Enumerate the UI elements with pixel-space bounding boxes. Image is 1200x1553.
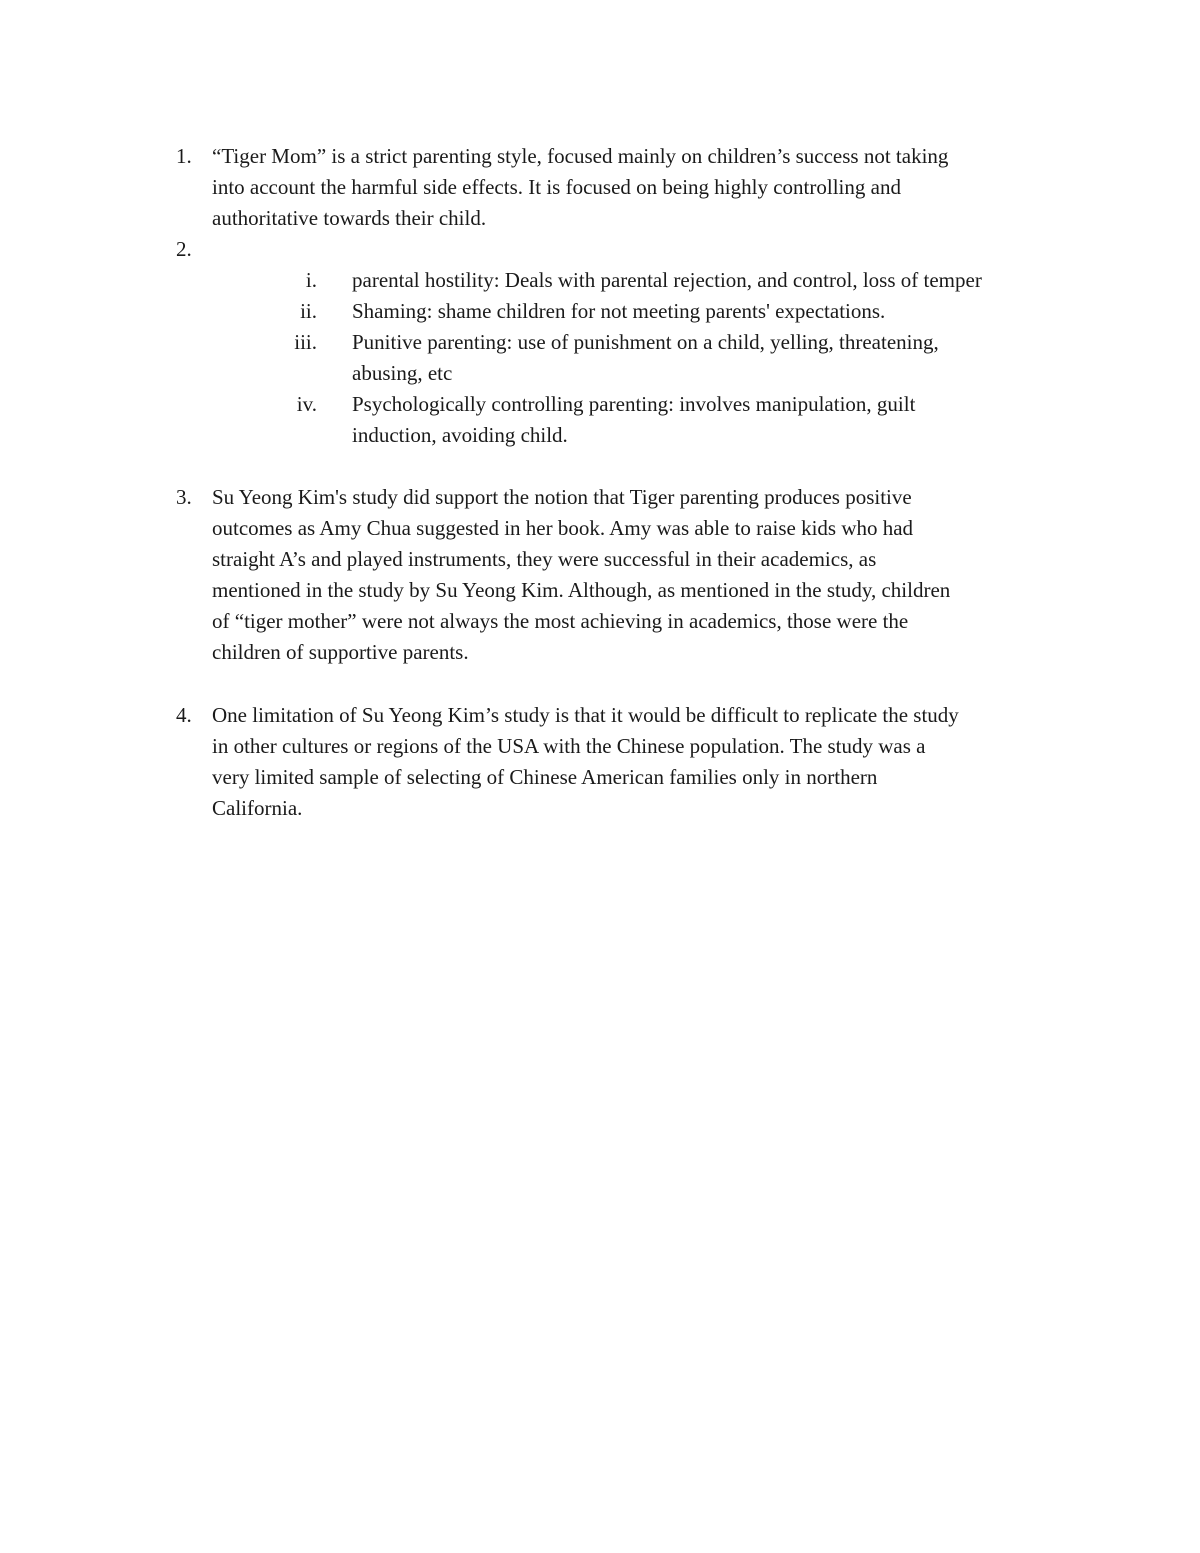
text-line: “Tiger Mom” is a strict parenting style, focused mainly on children’s success not taking — [212, 144, 949, 168]
text-line: very limited sample of selecting of Chinese American families only in northern — [212, 765, 878, 789]
text-line: of “tiger mother” were not always the most achieving in academics, those were the — [212, 609, 909, 633]
list-item-text — [212, 141, 1062, 234]
list-item-number: 2. — [176, 237, 192, 261]
list-item-text — [212, 700, 1062, 824]
sublist-item-number: iii. — [294, 330, 317, 354]
list-item-number: 3. — [176, 485, 192, 509]
sublist-item-text — [352, 296, 1072, 327]
text-line: straight A’s and played instruments, they were successful in their academics, as — [212, 547, 877, 571]
text-line: One limitation of Su Yeong Kim’s study is that it would be difficult to replicate the study — [212, 703, 959, 727]
text-line: authoritative towards their child. — [212, 206, 487, 230]
text-line: California. — [212, 796, 303, 820]
list-item-text — [212, 482, 1062, 668]
text-line: abusing, etc — [352, 361, 453, 385]
text-line: Shaming: shame children for not meeting parents' expectations. — [352, 299, 886, 323]
list-item-number: 1. — [176, 144, 192, 168]
sublist-item-text — [352, 265, 1072, 296]
list-item-number: 4. — [176, 703, 192, 727]
text-line: outcomes as Amy Chua suggested in her book. Amy was able to raise kids who had — [212, 516, 914, 540]
sublist-item-number: ii. — [300, 299, 317, 323]
text-line: in other cultures or regions of the USA with the Chinese population. The study was a — [212, 734, 926, 758]
text-line: parental hostility: Deals with parental rejection, and control, loss of temper — [352, 268, 982, 292]
sublist-item-text — [352, 389, 1072, 451]
sublist-item-number: iv. — [296, 392, 317, 416]
text-line: children of supportive parents. — [212, 640, 469, 664]
text-line: induction, avoiding child. — [352, 423, 568, 447]
sublist-item-text — [352, 327, 1072, 389]
text-line: mentioned in the study by Su Yeong Kim. Although, as mentioned in the study, children — [212, 578, 951, 602]
text-line: Punitive parenting: use of punishment on a child, yelling, threatening, — [352, 330, 939, 354]
sublist-item-number: i. — [305, 268, 317, 292]
text-line: Su Yeong Kim's study did support the notion that Tiger parenting produces positive — [212, 485, 912, 509]
text-line: Psychologically controlling parenting: involves manipulation, guilt — [352, 392, 916, 416]
text-line: into account the harmful side effects. It is focused on being highly controlling and — [212, 175, 901, 199]
